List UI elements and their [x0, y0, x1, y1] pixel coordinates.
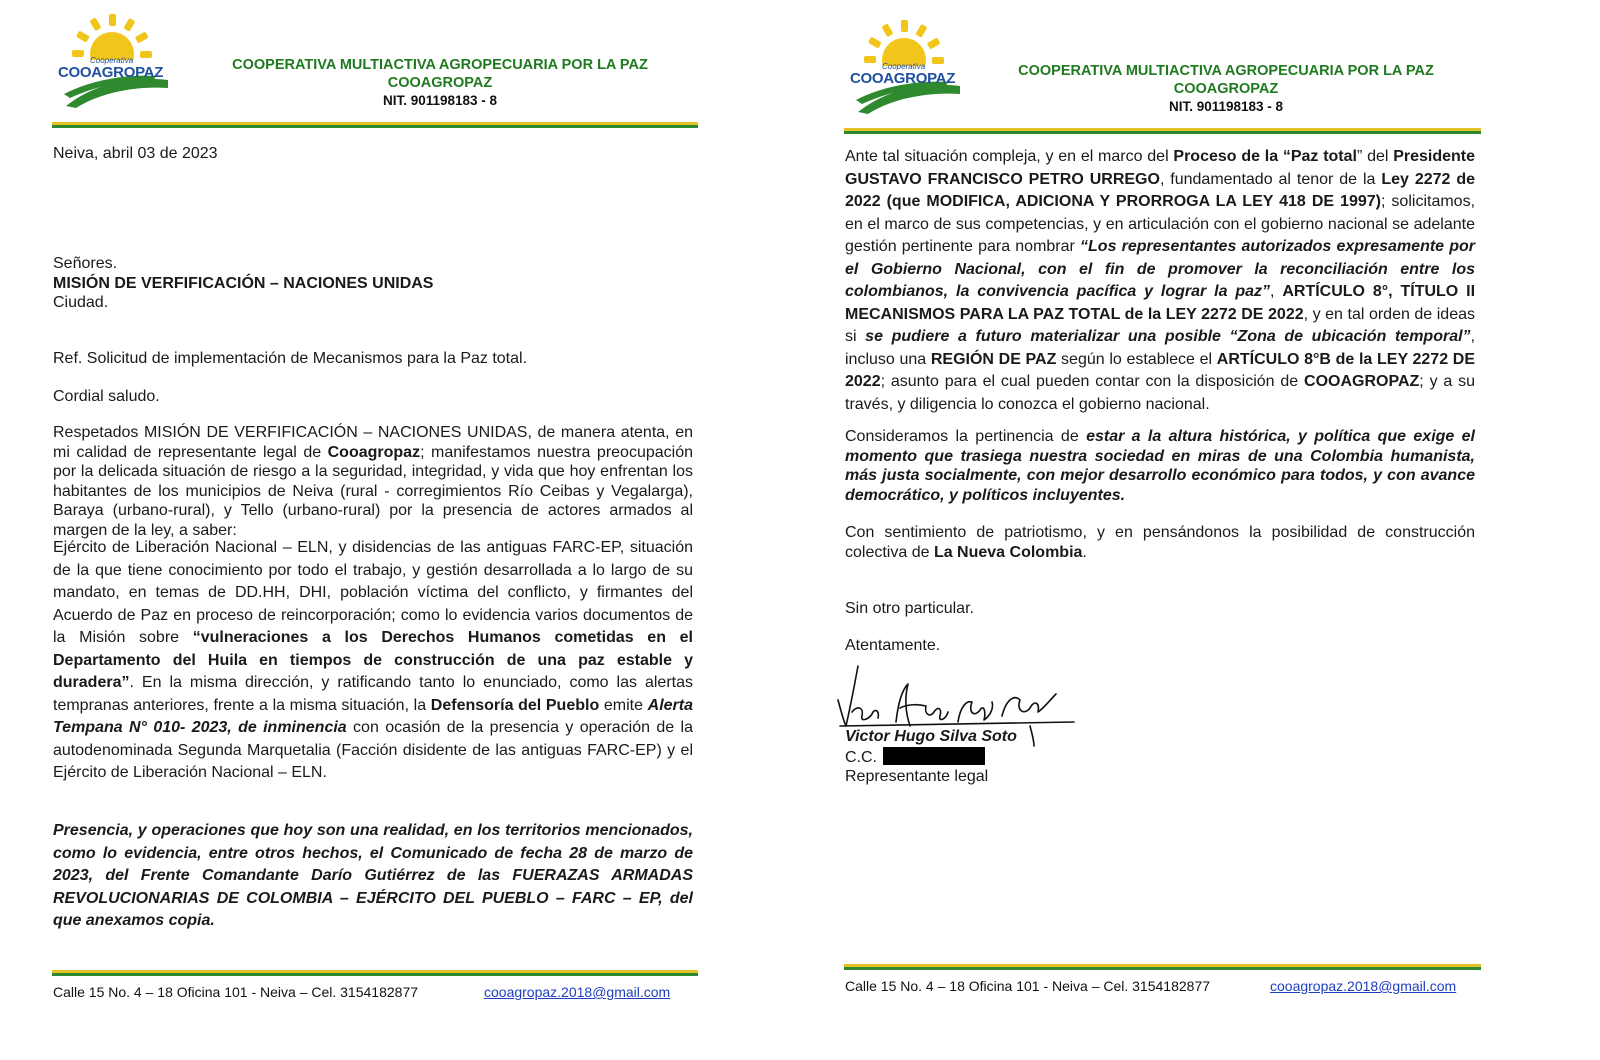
logo-text: COOAGROPAZ	[850, 70, 956, 87]
logo-small-text: Cooperativa	[882, 62, 926, 71]
p2-para1-solicitamos: ; solicitamos, en el marco de sus competencias, y en articulación con el gobierno nacional se adelante gestión pertinente para nombrar	[845, 193, 1476, 255]
p2-para1-orden: , y en tal orden de ideas si	[845, 305, 1475, 345]
p2-para3-text: Con sentimiento de patriotismo, y en pensándonos la posibilidad de construcción colectiva de	[845, 524, 1475, 561]
paragraph-3: Presencia, y operaciones que hoy son una realidad, en los territorios mencionados, como lo evidencia, entre otros hechos, el Comunicado de fecha 28 de marzo de 2023, del Frente Comandante Darío Gutiérrez de las FUERAZAS ARMADAS REVOLUCIONARIAS DE COLOMBIA – EJÉRCITO DEL PUEBLO – FARC – EP, del que anexamos copia.	[53, 822, 693, 929]
p2-para2-text: Consideramos la pertinencia de	[845, 428, 1087, 445]
org-nit: NIT. 901198183 - 8	[1168, 99, 1284, 114]
redacted-id-box	[883, 747, 985, 765]
header-divider	[844, 128, 1481, 134]
recipient-salutation: Señores.	[53, 255, 118, 272]
paragraph-1-text: Respetados MISIÓN DE VERFIFICACIÓN – NACIONES UNIDAS, de manera atenta, en mi calidad de representante legal de	[53, 424, 693, 461]
paragraph-1-text-cont: ; manifestamos nuestra preocupación por la delicada situación de riesgo a la seguridad, integridad, y vida que hoy enfrentan los habitantes de los municipios de Neiva (rural - corregimientos Río Ceibas y Vegalarga), Baraya (urbano-rural), y Tello (urbano-rural) por la presencia de actores armados al margen de la ley, a saber:	[53, 443, 694, 539]
paragraph-2-text-end: con ocasión de la presencia y operación de la autodenominada Segunda Marquetalia (Facción disidente de las antiguas FARC-EP) y el Ejército de Liberación Nacional – ELN.	[53, 719, 694, 781]
footer-email-link[interactable]: cooagropaz.2018@gmail.com	[484, 984, 671, 1000]
paragraph-3	[845, 523, 1475, 562]
zona-ubicacion-bold-italic: se pudiere a futuro materializar una posible “Zona de ubicación temporal”	[865, 328, 1471, 345]
reference-line: Ref. Solicitud de implementación de Mecanismos para la Paz total.	[53, 350, 528, 367]
ley-2272-bold: Ley 2272 de 2022 (que MODIFICA, ADICIONA Y PRORROGA LA LEY 418 DE 1997)	[845, 170, 1476, 210]
signer-name: Victor Hugo Silva Soto	[845, 728, 1017, 745]
p2-para1-asunto: ; asunto para el cual pueden contar con la disposición de	[880, 373, 1305, 390]
region-paz-bold: REGIÓN DE PAZ	[930, 350, 1057, 368]
logo-text: COOAGROPAZ	[58, 64, 164, 81]
cooagropaz-bold: COOAGROPAZ	[1304, 373, 1420, 390]
report-title-bold: “vulneraciones a los Derechos Humanos cometidas en el Departamento del Huila en tiempos de construcción de una paz estable y duradera”	[53, 629, 693, 691]
alerta-temprana-bold-italic: Alerta Tempana N° 010- 2023, de inminencia	[53, 696, 694, 736]
president-bold: Presidente GUSTAVO FRANCISCO PETRO URREGO	[845, 148, 1476, 188]
org-header	[180, 56, 700, 110]
closing-atentamente: Atentamente.	[845, 637, 941, 654]
paragraph-2	[53, 537, 693, 785]
p2-para1-incluso: , incluso una	[845, 328, 1476, 368]
footer-address: Calle 15 No. 4 – 18 Oficina 101 - Neiva – Cel. 3154182877	[53, 984, 419, 1000]
org-short-name: COOAGROPAZ	[387, 75, 493, 91]
cooagropaz-logo	[56, 10, 174, 110]
p2-para2-bold-italic: estar a la altura histórica, y política que exige el momento que trasiega nuestra sociedad en miras de una Colombia humanista, más justa socialmente, con mejor desarrollo económico para todos, y con avance democrático, y políticos incluyentes.	[845, 428, 1476, 504]
footer-address: Calle 15 No. 4 – 18 Oficina 101 - Neiva – Cel. 3154182877	[845, 978, 1211, 994]
articulo-8b-bold: ARTÍCULO 8°B de la LEY 2272 DE 2022	[845, 350, 1476, 390]
cooagropaz-bold: Cooagropaz	[327, 443, 421, 461]
representantes-quote: “Los representantes autorizados expresamente por el Gobierno Nacional, con el fin de promover la reconciliación entre los colombianos, la convivencia pacífica y lograr la paz”	[845, 238, 1476, 300]
recipient-name: MISIÓN DE VERFIFICACIÓN – NACIONES UNIDAS	[53, 274, 434, 292]
org-header	[966, 62, 1486, 116]
signer-role: Representante legal	[845, 768, 989, 785]
p2-para1-end: ; y a su través, y diligencia lo conozca el gobierno nacional.	[845, 373, 1476, 413]
letter-page-2	[800, 0, 1600, 1060]
p2-para1-comma: ,	[1270, 283, 1283, 300]
logo-small-text: Cooperativa	[90, 56, 134, 65]
defensoria-bold: Defensoría del Pueblo	[430, 696, 600, 714]
p2-para3-period: .	[1082, 543, 1087, 561]
signer-id-label: C.C.	[845, 748, 877, 766]
closing-line: Sin otro particular.	[845, 600, 974, 617]
signature-block	[845, 727, 1017, 787]
paragraph-2-emite: emite	[599, 696, 648, 714]
paz-total-bold: Proceso de la “Paz total	[1173, 148, 1357, 165]
recipient-city: Ciudad.	[53, 294, 109, 311]
letter-date: Neiva, abril 03 de 2023	[53, 145, 218, 162]
nueva-colombia-bold: La Nueva Colombia	[933, 543, 1083, 561]
paragraph-2	[845, 427, 1475, 505]
p2-para1-text: Ante tal situación compleja, y en el marco del	[845, 148, 1174, 165]
cooagropaz-logo	[848, 16, 966, 116]
p2-para1-segun: según lo establece el	[1056, 350, 1217, 368]
paragraph-2-text-cont: . En la misma dirección, y ratificando tanto lo enunciado, como las alertas tempranas anteriores, frente a la misma situación, la	[53, 674, 693, 714]
footer-email-link[interactable]: cooagropaz.2018@gmail.com	[1270, 978, 1457, 994]
org-short-name: COOAGROPAZ	[1173, 81, 1279, 97]
p2-para1-del: ” del	[1356, 148, 1394, 165]
footer-divider	[844, 964, 1481, 970]
p2-para1-fundamentado: , fundamentado al tenor de la	[1159, 170, 1382, 188]
greeting: Cordial saludo.	[53, 388, 160, 405]
header-divider	[52, 122, 698, 128]
paragraph-2-text: Ejército de Liberación Nacional – ELN, y disidencias de las antiguas FARC-EP, situación de la que tiene conocimiento por todo el trabajo, y gestión desarrollada a lo largo de su mandato, en temas de DD.HH, DHI, población víctima del conflicto, y firmantes del Acuerdo de Paz en proceso de reincorporación; como lo evidencia varios documentos de la Misión sobre	[53, 539, 693, 646]
paragraph-1	[845, 146, 1475, 416]
org-name: COOPERATIVA MULTIACTIVA AGROPECUARIA POR LA PAZ	[232, 57, 648, 73]
org-nit: NIT. 901198183 - 8	[382, 93, 498, 108]
signer-id	[845, 747, 1017, 768]
articulo-8-bold: ARTÍCULO 8°, TÍTULO II MECANISMOS PARA LA PAZ TOTAL de la LEY 2272 DE 2022	[845, 283, 1476, 323]
paragraph-1	[53, 423, 693, 540]
org-name: COOPERATIVA MULTIACTIVA AGROPECUARIA POR LA PAZ	[1018, 63, 1434, 79]
recipient-block	[53, 254, 433, 313]
footer-divider	[52, 970, 698, 976]
